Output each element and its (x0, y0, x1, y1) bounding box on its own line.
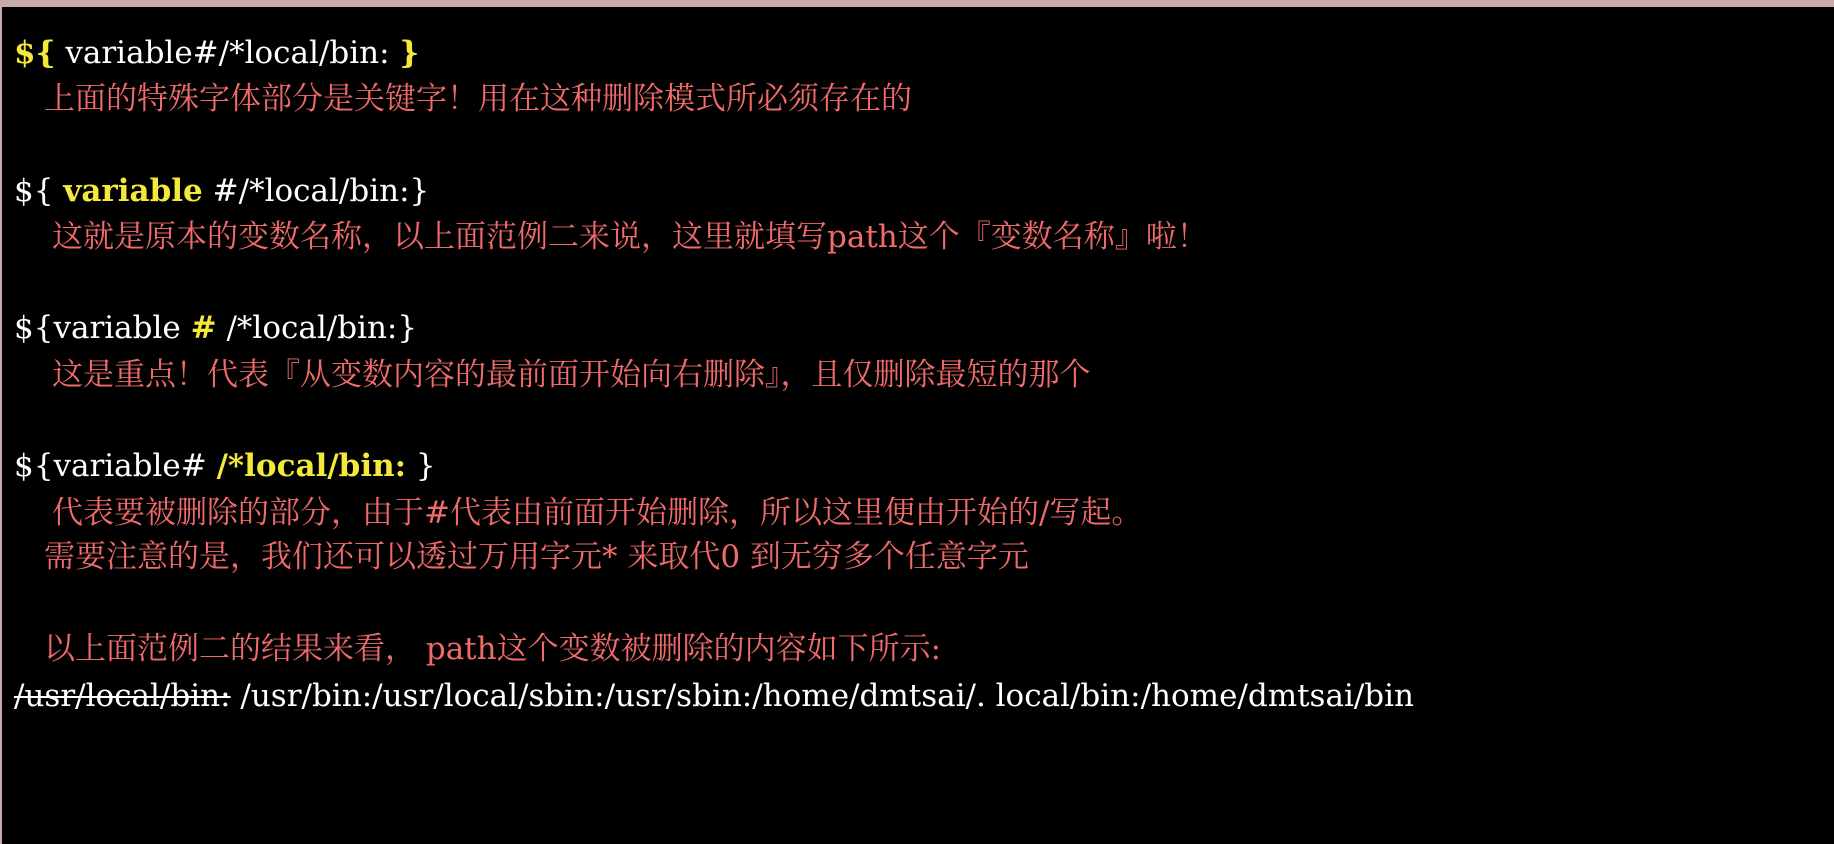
syntax-line-2 (14, 171, 429, 211)
highlight-variable: variable (63, 173, 203, 209)
result-path-line (14, 676, 1414, 716)
syntax-text: variable#/*local/bin: (55, 35, 400, 71)
syntax-line-3 (14, 308, 417, 348)
syntax-prefix: ${ (14, 173, 64, 209)
note-variable: 这就是原本的变数名称，以上面范例二来说，这里就填写path这个『变数名称』啦！ (52, 219, 1208, 255)
highlight-hash: # (190, 310, 217, 346)
keyword-close-brace: } (399, 35, 420, 71)
note-wildcard: 需要注意的是，我们还可以透过万用字元* 来取代0 到无穷多个任意字元 (44, 539, 1029, 575)
syntax-line-4 (14, 446, 436, 486)
syntax-prefix: ${variable (14, 310, 191, 346)
deleted-path-segment: /usr/local/bin: (14, 678, 231, 714)
syntax-prefix: ${variable# (14, 448, 217, 484)
syntax-suffix: #/*local/bin:} (202, 173, 430, 209)
note-keyword: 上面的特殊字体部分是关键字！用在这种删除模式所必须存在的 (44, 81, 912, 117)
syntax-suffix: /*local/bin:} (216, 310, 418, 346)
keyword-open-brace: ${ (14, 35, 56, 71)
remaining-path: /usr/bin:/usr/local/sbin:/usr/sbin:/home/dmtsai/. local/bin:/home/dmtsai/bin (230, 678, 1415, 714)
note-hash: 这是重点！代表『从变数内容的最前面开始向右删除』，且仅删除最短的那个 (52, 357, 1091, 393)
result-intro: 以上面范例二的结果来看， path这个变数被删除的内容如下所示: (44, 631, 942, 667)
highlight-pattern: /*local/bin: (216, 448, 407, 484)
syntax-suffix: } (406, 448, 436, 484)
syntax-line-1 (14, 33, 419, 73)
note-pattern: 代表要被删除的部分，由于#代表由前面开始删除，所以这里便由开始的/写起。 (52, 495, 1143, 531)
